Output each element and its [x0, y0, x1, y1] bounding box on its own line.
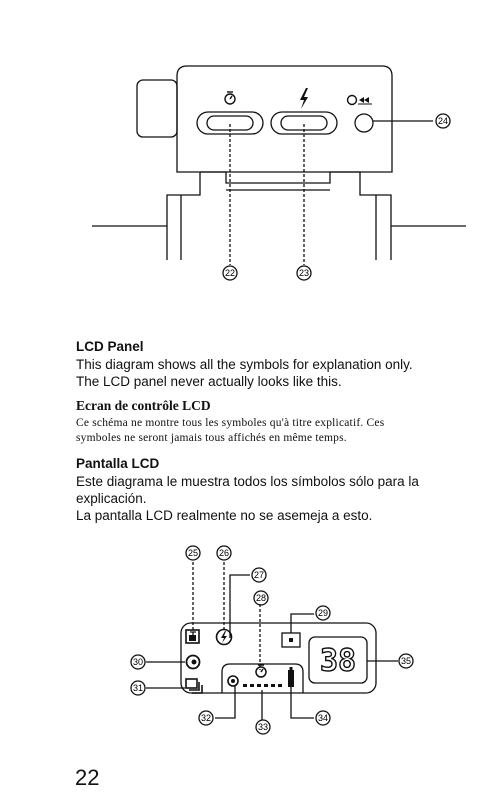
self-timer-icon: [225, 92, 235, 104]
text-es-line1: Este diagrama le muestra todos los símbolos sólo para la: [76, 474, 419, 489]
camera-body-outline: [92, 172, 466, 260]
callout-30: 30: [132, 657, 144, 667]
program-mode-icon: [186, 630, 199, 643]
spot-frame-icon: [282, 633, 300, 647]
callout-33: 33: [257, 722, 269, 732]
flash-icon: [300, 88, 308, 109]
callout-23: 23: [298, 268, 310, 278]
callout-25: 25: [187, 548, 199, 558]
text-fr-line1: Ce schéma ne montre tous les symboles qu'à titre explicatif. Ces: [76, 417, 385, 429]
page-number: 22: [75, 765, 100, 790]
camera-side-box: [137, 80, 177, 137]
lcd-self-timer-icon: [256, 665, 266, 677]
heading-fr: Ecran de contrôle LCD: [76, 398, 211, 413]
callout-34: 34: [317, 713, 329, 723]
camera-top-panel: [177, 66, 392, 172]
text-es-line3: La pantalla LCD realmente no se asemeja a esto.: [76, 508, 373, 523]
camera-buttons-diagram: [0, 0, 478, 300]
text-fr-line2: symboles ne seront jamais tous affichés en même temps.: [76, 432, 347, 444]
frame-counter: 38: [319, 643, 357, 679]
callout-28: 28: [255, 593, 267, 603]
text-en-line1: This diagram shows all the symbols for explanation only.: [76, 357, 413, 372]
callout-32: 32: [200, 713, 212, 723]
callout-22: 22: [224, 268, 236, 278]
heading-es: Pantalla LCD: [76, 456, 160, 471]
callout-27: 27: [253, 570, 265, 580]
rewind-button: [355, 114, 373, 132]
lcd-outline: [181, 623, 376, 693]
heading-en: LCD Panel: [76, 339, 144, 354]
callout-26: 26: [218, 548, 230, 558]
film-transport-icon: [243, 684, 282, 687]
callout-31: 31: [132, 683, 144, 693]
text-en-line2: The LCD panel never actually looks like this.: [76, 374, 342, 389]
drive-mode-icon: [186, 679, 202, 693]
flash-mode-icon: [217, 630, 232, 645]
text-es-line2: explicación.: [76, 491, 147, 506]
battery-icon: [288, 667, 294, 687]
callout-29: 29: [317, 608, 329, 618]
red-eye-icon: [187, 656, 200, 669]
film-icon: [228, 676, 238, 686]
callout-24: 24: [437, 116, 449, 126]
callout-35: 35: [400, 656, 412, 666]
frame-counter-box: [309, 637, 367, 683]
rewind-icon: [348, 96, 373, 105]
